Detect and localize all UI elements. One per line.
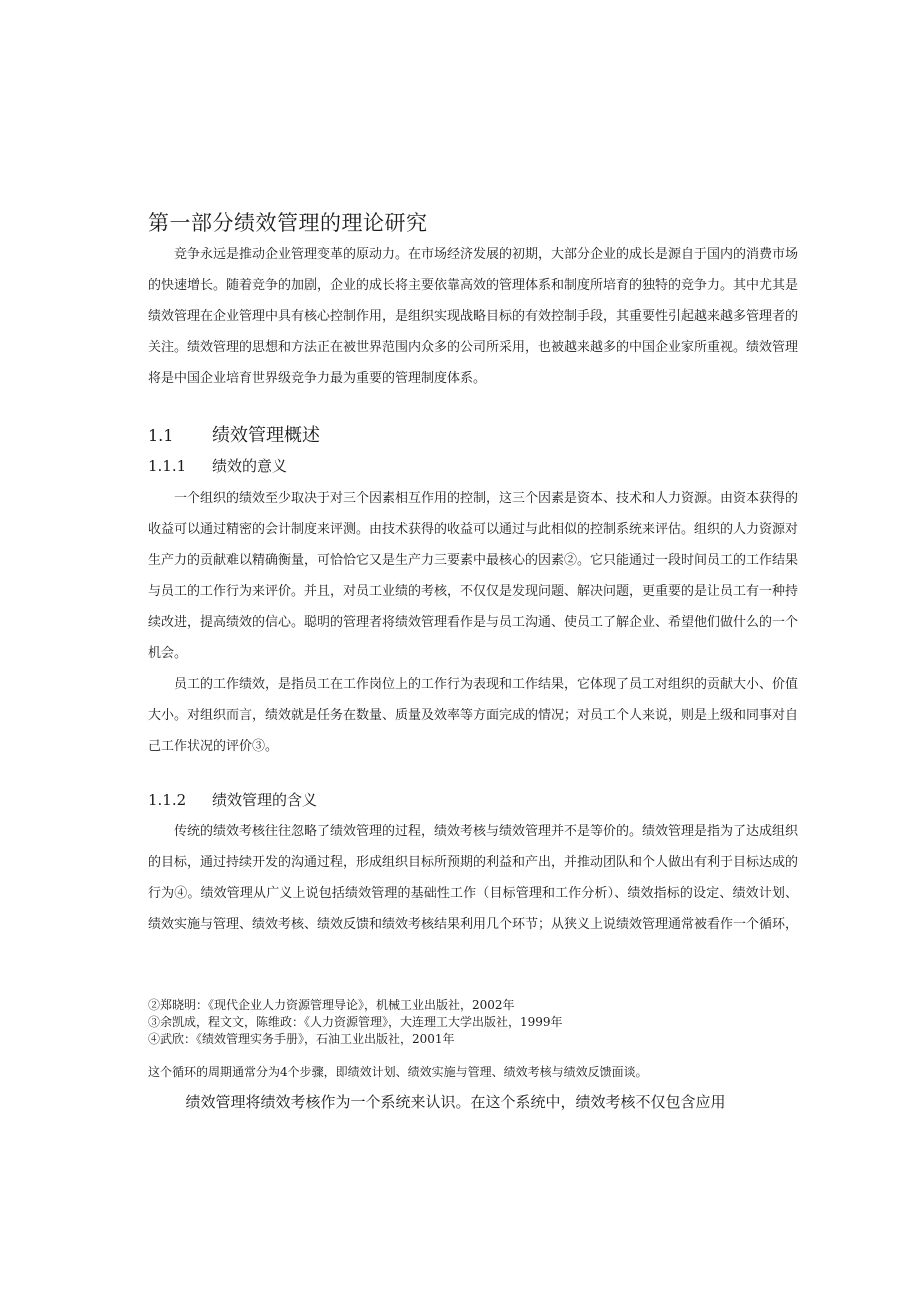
section-1-1-1-heading [148, 455, 798, 476]
subsection-title: 绩效管理的含义 [212, 791, 318, 809]
subsection-number: 1.1.2 [148, 791, 187, 809]
section-title: 绩效管理概述 [212, 425, 320, 446]
subsection-title: 绩效的意义 [212, 457, 288, 475]
section-1-1-2-heading [148, 789, 798, 810]
footnote: ④武欣：《绩效管理实务手册》，石油工业出版社，2001年 [148, 1032, 455, 1046]
closing-block [148, 1090, 798, 1114]
cycle-block [148, 1064, 798, 1081]
subsection-number: 1.1.1 [148, 457, 187, 475]
footnote: ②郑晓明：《现代企业人力资源管理导论》，机械工业出版社，2002年 [148, 998, 515, 1012]
footnote: ③余凯成，程文文，陈维政：《人力资源管理》，大连理工大学出版社，1999年 [148, 1015, 563, 1029]
section-1-1-2-body [148, 816, 798, 940]
body-paragraph: 员工的工作绩效，是指员工在工作岗位上的工作行为表现和工作结果，它体现了员工对组织的贡献大小、价值大小。对组织而言，绩效就是任务在数量、质量及效率等方面完成的情况；对员工个人来说，则是上级和同事对自己工作状况的评价③。 [148, 677, 799, 754]
part-title-block [148, 207, 798, 237]
section-1-1-1-body [148, 483, 798, 762]
intro-block [148, 239, 798, 394]
part-title: 第一部分绩效管理的理论研究 [148, 211, 428, 235]
footnotes [148, 997, 798, 1048]
cycle-sentence: 这个循环的周期通常分为4个步骤，即绩效计划、绩效实施与管理、绩效考核与绩效反馈面谈。 [148, 1065, 648, 1079]
intro-paragraph: 竞争永远是推动企业管理变革的原动力。在市场经济发展的初期，大部分企业的成长是源自于国内的消费市场的快速增长。随着竞争的加剧，企业的成长将主要依靠高效的管理体系和制度所培育的独特的竞争力。其中尤其是绩效管理在企业管理中具有核心控制作用，是组织实现战略目标的有效控制手段，其重要性引起越来越多管理者的关注。绩效管理的思想和方法正在被世界范围内众多的公司所采用，也被越来越多的中国企业家所重视。绩效管理将是中国企业培育世界级竞争力最为重要的管理制度体系。 [148, 247, 799, 386]
body-paragraph: 传统的绩效考核往往忽略了绩效管理的过程，绩效考核与绩效管理并不是等价的。绩效管理是指为了达成组织的目标，通过持续开发的沟通过程，形成组织目标所预期的利益和产出，并推动团队和个人做出有利于目标达成的行为④。绩效管理从广义上说包括绩效管理的基础性工作（目标管理和工作分析）、绩效指标的设定、绩效计划、绩效实施与管理、绩效考核、绩效反馈和绩效考核结果利用几个环节；从狭义上说绩效管理通常被看作一个循环， [148, 824, 799, 932]
closing-line: 绩效管理将绩效考核作为一个系统来认识。在这个系统中，绩效考核不仅包含应用 [185, 1093, 726, 1111]
section-1-1-heading [148, 421, 798, 447]
body-paragraph: 一个组织的绩效至少取决于对三个因素相互作用的控制，这三个因素是资本、技术和人力资源。由资本获得的收益可以通过精密的会计制度来评测。由技术获得的收益可以通过与此相似的控制系统来评估。组织的人力资源对生产力的贡献难以精确衡量，可恰恰它又是生产力三要素中最核心的因素②。它只能通过一段时间员工的工作结果与员工的工作行为来评价。并且，对员工业绩的考核，不仅仅是发现问题、解决问题，更重要的是让员工有一种持续改进，提高绩效的信心。聪明的管理者将绩效管理看作是与员工沟通、使员工了解企业、希望他们做什么的一个机会。 [148, 491, 799, 661]
section-number: 1.1 [148, 426, 174, 445]
